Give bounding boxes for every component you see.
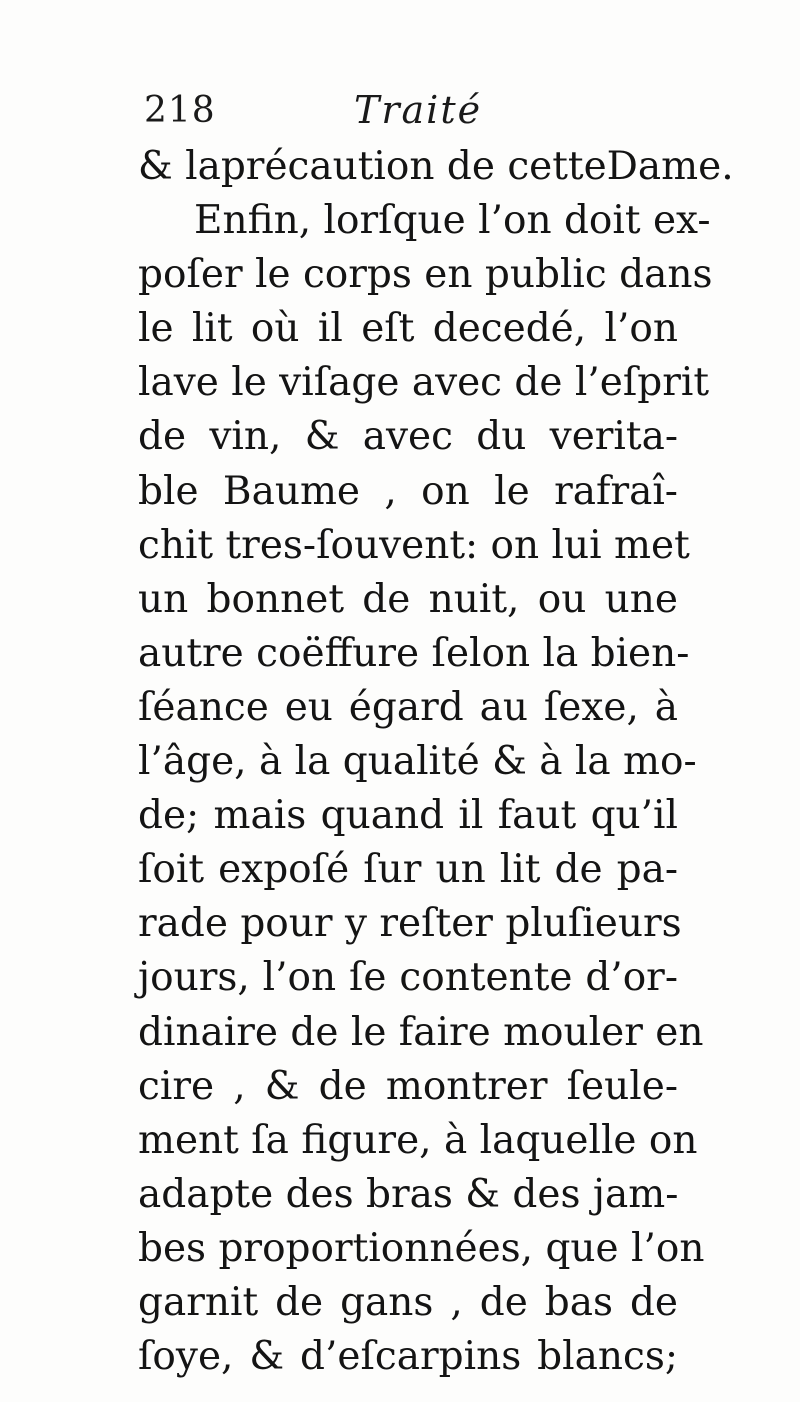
running-head [136,88,676,138]
text-line: jours, l’on ſe contente d’or- [138,955,678,1001]
text-line: de; mais quand il faut qu’il [138,793,678,839]
text-line: Enfin, lorſque l’on doit ex- [194,198,711,244]
text-line: adapte des bras & des jam- [138,1171,679,1217]
text-line: cire , & de montrer ſeule- [138,1063,678,1109]
text-line: de vin, & avec du verita- [138,414,678,460]
text-line: l’âge, à la qualité & à la mo- [138,739,697,785]
text-line: autre coëffure ſelon la bien- [138,630,690,676]
text-line: chit tres-ſouvent: on lui met [138,522,690,568]
text-line: dinaire de le faire mouler en [138,1009,704,1055]
text-line: bes proportionnées, que l’on [138,1225,705,1271]
body-text [138,140,734,1384]
text-line: poſer le corps en public dans [138,252,713,298]
text-line: un bonnet de nuit, ou une [138,576,678,622]
text-line: ſoit expoſé ſur un lit de pa- [138,847,678,893]
text-line: rade pour y reſter pluſieurs [138,901,682,947]
text-line: ſéance eu égard au ſexe, à [138,684,678,730]
text-line: le lit où il eſt decedé, l’on [138,306,678,352]
text-line: garnit de gans , de bas de [138,1279,678,1325]
text-line: lave le viſage avec de l’eſprit [138,360,710,406]
text-line: ment ſa figure, à laquelle on [138,1117,698,1163]
running-title: Traité [354,88,483,132]
page-number: 218 [144,90,216,131]
text-line: ble Baume , on le rafraî- [138,468,678,514]
text-line: & laprécaution de cetteDame. [138,144,734,189]
text-line: ſoye, & d’eſcarpins blancs; [138,1334,678,1380]
